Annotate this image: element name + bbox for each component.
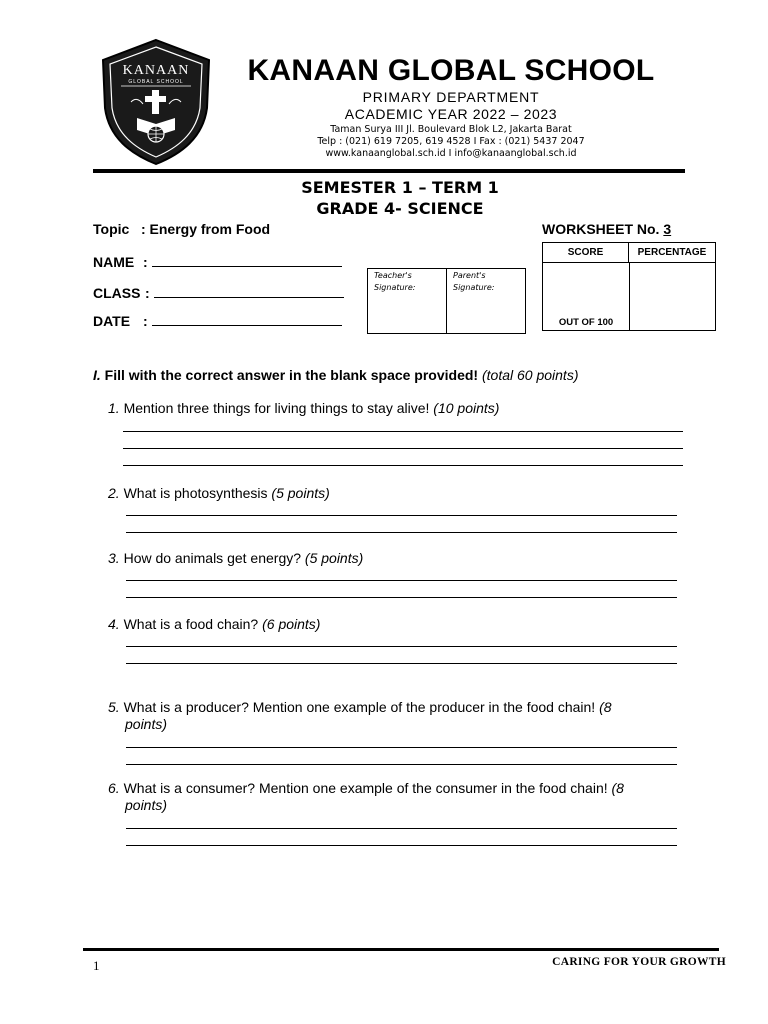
question-text: What is a consumer? Mention one example of the consumer in the food chain! <box>119 780 608 796</box>
section-number: I. <box>93 367 101 383</box>
school-phone: Telp : (021) 619 7205, 619 4528 I Fax : (021) 5437 2047 <box>317 136 585 147</box>
question-text: What is a producer? Mention one example of the producer in the food chain! <box>119 699 596 715</box>
answer-line[interactable] <box>126 845 677 846</box>
worksheet-number: 3 <box>663 221 672 237</box>
worksheet-number-line <box>542 221 671 237</box>
answer-line[interactable] <box>126 663 677 664</box>
answer-line[interactable] <box>126 828 677 829</box>
footer-tagline: CARING FOR YOUR GROWTH <box>552 956 726 968</box>
question-number: 5. <box>108 699 120 715</box>
date-field <box>93 313 342 329</box>
question-2 <box>108 485 330 502</box>
grade-title: GRADE 4- SCIENCE <box>316 199 484 218</box>
answer-line[interactable] <box>126 580 677 581</box>
section-points: (total 60 points) <box>478 367 579 383</box>
question-number: 2. <box>108 485 120 501</box>
answer-line[interactable] <box>126 515 677 516</box>
logo-subtext: GLOBAL SCHOOL <box>128 79 184 85</box>
question-text: What is photosynthesis <box>119 485 268 501</box>
question-points: (6 points) <box>258 616 321 632</box>
parent-signature-cell[interactable]: Parent's Signature: <box>453 271 495 292</box>
footer-divider <box>83 948 719 951</box>
topic-line <box>93 221 270 237</box>
department-name: PRIMARY DEPARTMENT <box>362 89 540 105</box>
percentage-header: PERCENTAGE <box>629 243 715 263</box>
teacher-signature-cell[interactable]: Teacher's Signature: <box>368 269 447 333</box>
semester-title: SEMESTER 1 – TERM 1 <box>301 178 499 197</box>
question-points: (10 points) <box>429 400 500 416</box>
answer-line[interactable] <box>126 747 677 748</box>
score-table <box>542 242 716 331</box>
score-column-divider <box>629 263 630 330</box>
school-web: www.kanaanglobal.sch.id I info@kanaanglobal.sch.id <box>325 148 577 159</box>
question-3 <box>108 550 363 567</box>
question-points: (5 points) <box>267 485 330 501</box>
logo-text: KANAAN <box>122 63 190 78</box>
topic-label: Topic <box>93 221 130 237</box>
academic-year: ACADEMIC YEAR 2022 – 2023 <box>344 106 558 122</box>
answer-line[interactable] <box>123 431 683 432</box>
question-points: (8 <box>607 780 624 796</box>
worksheet-label: WORKSHEET No. <box>542 221 660 237</box>
answer-line[interactable] <box>123 465 683 466</box>
section-instruction <box>93 367 578 383</box>
score-header: SCORE <box>543 243 629 263</box>
date-blank[interactable] <box>152 313 342 326</box>
question-6 <box>108 780 668 814</box>
class-colon: : <box>145 285 150 301</box>
class-field <box>93 285 344 301</box>
question-number: 4. <box>108 616 120 632</box>
question-points-continued: points) <box>125 797 168 813</box>
class-label: CLASS <box>93 285 141 301</box>
name-label: NAME <box>93 254 135 270</box>
topic-value: : Energy from Food <box>140 221 271 237</box>
date-colon: : <box>143 313 148 329</box>
question-number: 3. <box>108 550 120 566</box>
date-label: DATE <box>93 313 131 329</box>
question-points: (8 <box>595 699 612 715</box>
answer-line[interactable] <box>126 532 677 533</box>
question-number: 1. <box>108 400 120 416</box>
school-logo-crest <box>97 38 215 166</box>
name-blank[interactable] <box>152 254 342 267</box>
question-points-continued: points) <box>125 716 168 732</box>
question-points: (5 points) <box>301 550 364 566</box>
question-1 <box>108 400 499 417</box>
name-field <box>93 254 342 270</box>
name-colon: : <box>143 254 148 270</box>
question-text: Mention three things for living things to stay alive! <box>119 400 430 416</box>
question-number: 6. <box>108 780 120 796</box>
question-text: How do animals get energy? <box>119 550 302 566</box>
question-4 <box>108 616 320 633</box>
school-address: Taman Surya III Jl. Boulevard Blok L2, Jakarta Barat <box>330 124 572 135</box>
header-divider <box>93 169 685 173</box>
question-5 <box>108 699 668 733</box>
school-name: KANAAN GLOBAL SCHOOL <box>247 54 655 87</box>
section-instruction-text: Fill with the correct answer in the blank space provided! <box>100 367 479 383</box>
answer-line[interactable] <box>126 597 677 598</box>
out-of-total: OUT OF 100 <box>558 317 614 328</box>
answer-line[interactable] <box>126 646 677 647</box>
answer-line[interactable] <box>126 764 677 765</box>
signature-box <box>367 268 526 334</box>
page-number: 1 <box>93 958 100 973</box>
answer-line[interactable] <box>123 448 683 449</box>
class-blank[interactable] <box>154 285 344 298</box>
question-text: What is a food chain? <box>119 616 259 632</box>
